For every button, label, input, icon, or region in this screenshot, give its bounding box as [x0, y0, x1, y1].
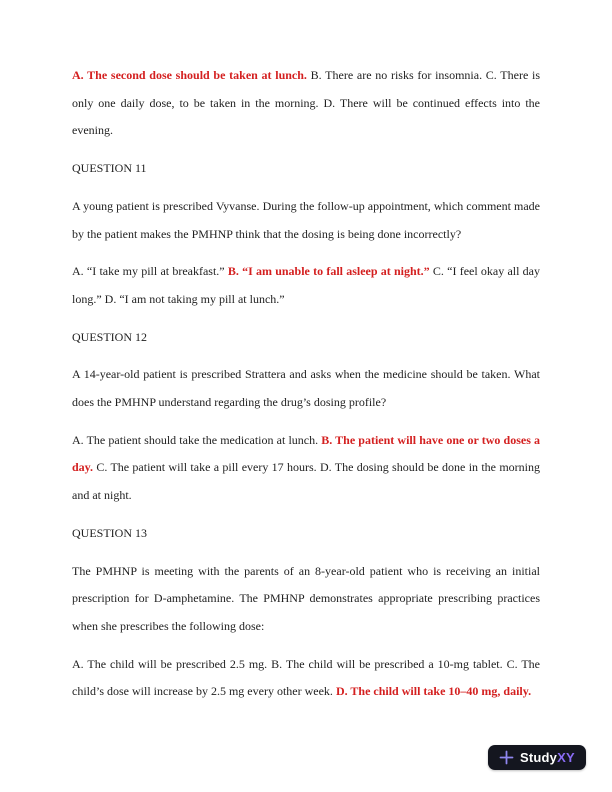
logo-text-study: Study: [520, 750, 558, 765]
question-11-stem: [72, 193, 540, 248]
question-11-heading: [72, 155, 540, 183]
text-segment: The PMHNP is meeting with the parents of an 8-year-old patient who is receiving an initial prescription for D-amphetamine. The PMHNP demonstrates appropriate prescribing practices when she prescribes the following dose:: [72, 563, 540, 633]
answer-highlight: B. The patient will have one or two doses a day.: [72, 432, 540, 475]
question-heading-label: QUESTION 13: [72, 525, 147, 540]
text-segment: B. There are no risks for insomnia. C. There is only one daily dose, to be taken in the morning. D. There will be continued effects into the evening.: [72, 68, 541, 138]
text-segment: A 14-year-old patient is prescribed Strattera and asks when the medicine should be taken. What does the PMHNP understand regarding the drug’s dosing profile?: [72, 367, 540, 410]
answer-highlight: D. The child will take 10–40 mg, daily.: [335, 684, 532, 699]
question-13-options: [72, 651, 540, 706]
answer-highlight: A. The second dose should be taken at lunch.: [72, 68, 307, 82]
question-13-stem: [72, 558, 540, 641]
text-segment: A. The child will be prescribed 2.5 mg. B. The child will be prescribed a 10-mg tablet. C. The child’s dose will increase by 2.5 mg every other week.: [72, 656, 540, 699]
text-segment: A. “I take my pill at breakfast.”: [72, 264, 228, 279]
question-11-options: [72, 258, 540, 313]
studyxy-logo: [488, 745, 586, 770]
text-segment: C. The patient will take a pill every 17 hours. D. The dosing should be done in the morning and at night.: [72, 460, 540, 503]
paragraph-question-10-options: [72, 62, 540, 145]
question-heading-label: QUESTION 12: [72, 329, 147, 344]
logo-text-xy: XY: [557, 750, 575, 765]
text-segment: A. The patient should take the medication at lunch.: [72, 432, 322, 447]
question-12-stem: [72, 361, 540, 416]
logo-text: [520, 745, 575, 770]
answer-highlight: B. “I am unable to fall asleep at night.”: [227, 264, 430, 279]
text-segment: C. “I feel okay all day long.” D. “I am not taking my pill at lunch.”: [72, 264, 541, 306]
question-12-heading: [72, 324, 540, 352]
text-segment: A young patient is prescribed Vyvanse. During the follow-up appointment, which comment made by the patient makes the PMHNP think that the dosing is being done incorrectly?: [72, 198, 540, 241]
question-13-heading: [72, 520, 540, 548]
plus-icon: [499, 750, 514, 765]
document-body: [72, 62, 540, 716]
question-heading-label: QUESTION 11: [72, 161, 147, 176]
question-12-options: [72, 427, 540, 510]
